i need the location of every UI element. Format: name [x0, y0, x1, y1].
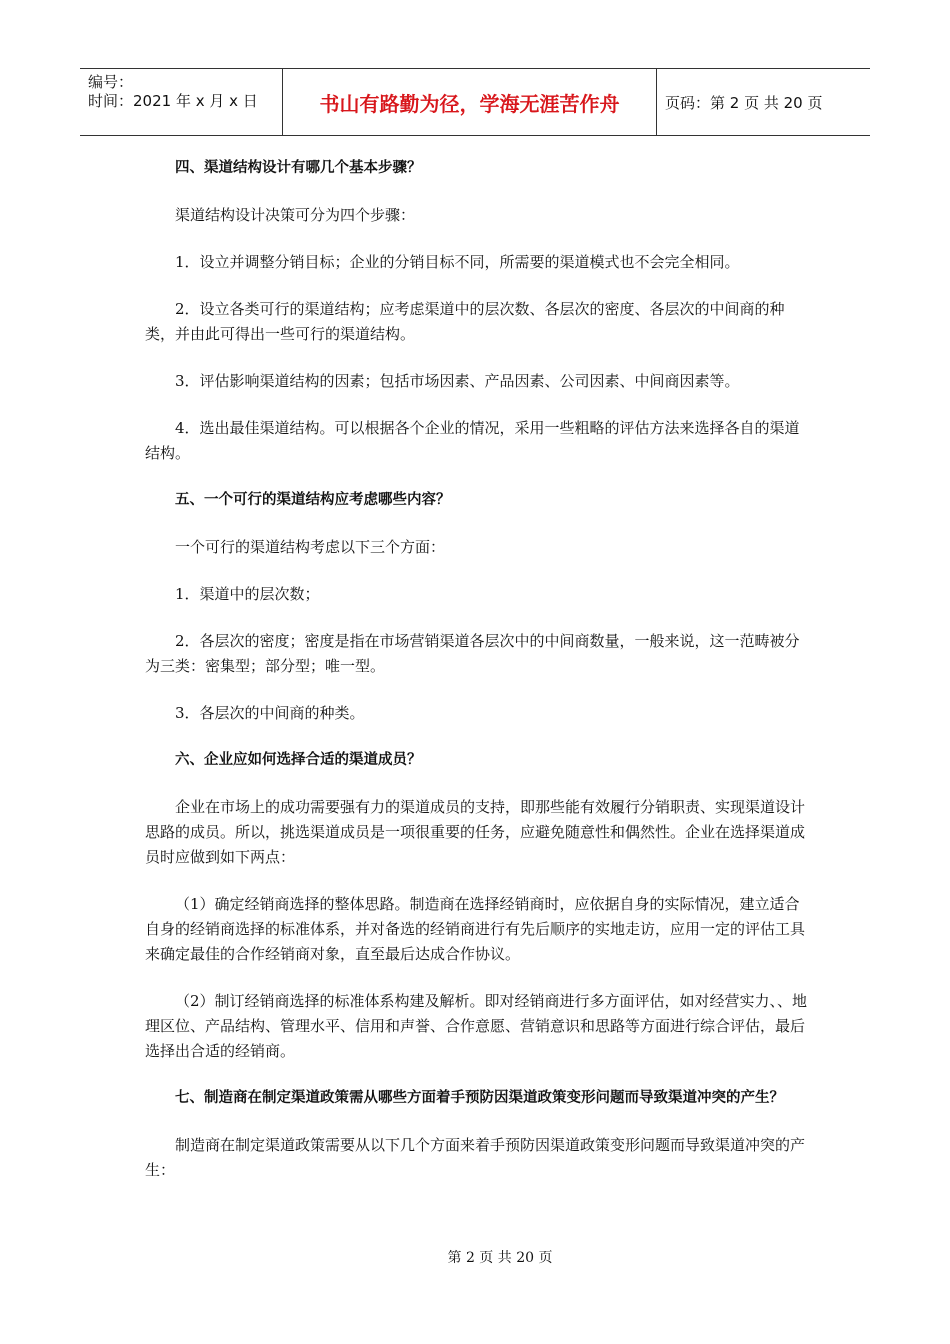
body-paragraph: 2．设立各类可行的渠道结构；应考虑渠道中的层次数、各层次的密度、各层次的中间商的种类，并由此可得出一些可行的渠道结构。: [145, 300, 785, 343]
body-paragraph: 3．评估影响渠道结构的因素；包括市场因素、产品因素、公司因素、中间商因素等。: [175, 372, 740, 390]
body-paragraph: （2）制订经销商选择的标准体系构建及解析。即对经销商进行多方面评估，如对经营实力、、地理区位、产品结构、管理水平、信用和声誉、合作意愿、营销意识和思路等方面进行综合评估，最后选择出合适的经销商。: [145, 992, 808, 1060]
section-heading: 六、企业应如何选择合适的渠道成员？: [175, 752, 422, 768]
header-page-cell: [657, 69, 870, 135]
body-paragraph: 1．设立并调整分销目标；企业的分销目标不同，所需要的渠道模式也不会完全相同。: [175, 253, 740, 271]
body-paragraph: 一个可行的渠道结构考虑以下三个方面：: [175, 538, 446, 556]
document-header: [80, 68, 870, 136]
body-paragraph: 2．各层次的密度；密度是指在市场营销渠道各层次中的中间商数量，一般来说，这一范畴被分为三类：密集型；部分型；唯一型。: [145, 632, 800, 675]
document-body: [145, 156, 808, 1205]
body-paragraph: 3．各层次的中间商的种类。: [175, 704, 365, 722]
section-heading: 五、一个可行的渠道结构应考虑哪些内容？: [175, 492, 451, 508]
header-motto-cell: [283, 69, 657, 135]
page-footer: 第 2 页 共 20 页: [447, 1250, 553, 1266]
page-info: 页码：第 2 页 共 20 页: [665, 93, 823, 112]
body-paragraph: 1．渠道中的层次数；: [175, 585, 320, 603]
body-paragraph: 制造商在制定渠道政策需要从以下几个方面来着手预防因渠道政策变形问题而导致渠道冲突的产生：: [145, 1136, 806, 1179]
body-paragraph: 企业在市场上的成功需要强有力的渠道成员的支持，即那些能有效履行分销职责、实现渠道设计思路的成员。所以，挑选渠道成员是一项很重要的任务，应避免随意性和偶然性。企业在选择渠道成员时应做到如下两点：: [145, 798, 806, 866]
date-label: 时间：2021 年 x 月 x 日: [88, 92, 258, 110]
body-paragraph: 渠道结构设计决策可分为四个步骤：: [175, 206, 416, 224]
section-heading: 四、渠道结构设计有哪几个基本步骤？: [175, 160, 422, 176]
body-paragraph: 4．选出最佳渠道结构。可以根据各个企业的情况，采用一些粗略的评估方法来选择各自的渠道结构。: [145, 419, 800, 462]
motto-text: 书山有路勤为径，学海无涯苦作舟: [319, 91, 620, 116]
section-heading: 七、制造商在制定渠道政策需从哪些方面着手预防因渠道政策变形问题而导致渠道冲突的产生？: [175, 1090, 784, 1106]
body-paragraph: （1）确定经销商选择的整体思路。制造商在选择经销商时，应依据自身的实际情况，建立适合自身的经销商选择的标准体系，并对备选的经销商进行有先后顺序的实地走访，应用一定的评估工具来确定最佳的合作经销商对象，直至最后达成合作协议。: [145, 895, 806, 963]
header-meta-cell: [80, 69, 283, 135]
number-label: 编号：: [88, 73, 134, 91]
